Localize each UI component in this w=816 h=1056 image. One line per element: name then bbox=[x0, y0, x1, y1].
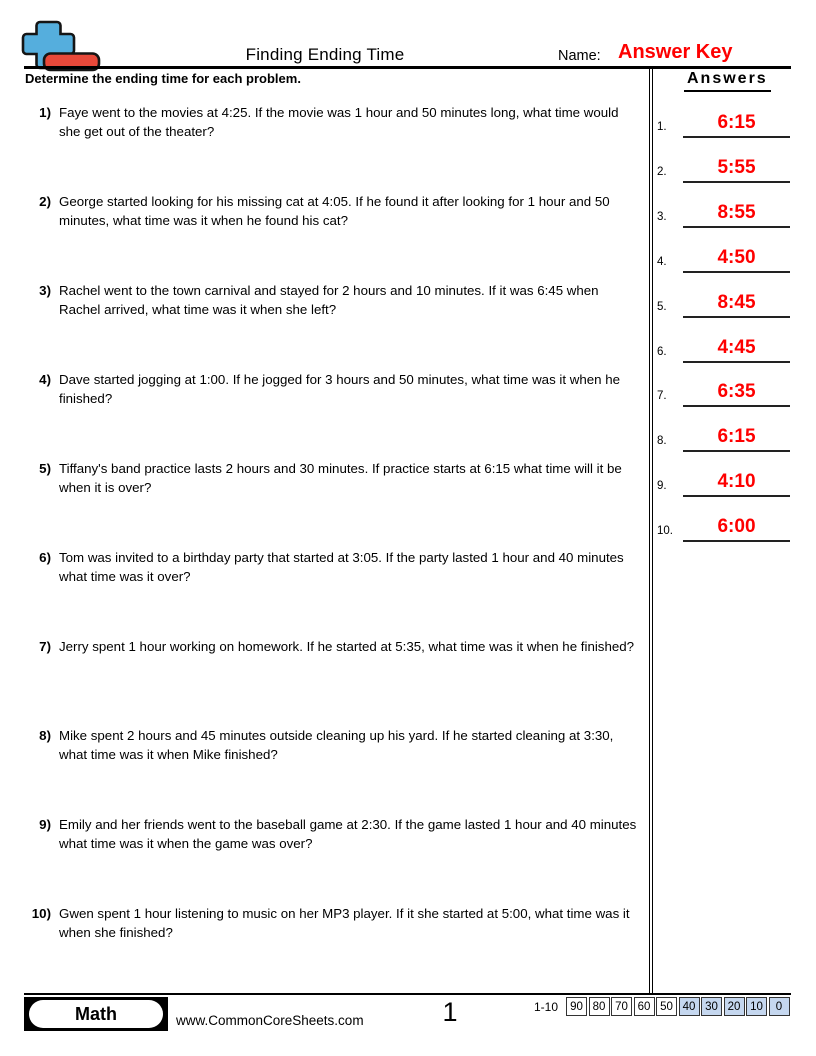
answer-row-6 bbox=[657, 333, 790, 363]
score-cell-90: 90 bbox=[566, 997, 587, 1016]
answer-row-8 bbox=[657, 422, 790, 452]
answer-blank-line bbox=[683, 226, 790, 228]
problem-text: Faye went to the movies at 4:25. If the movie was 1 hour and 50 minutes long, what time would she get out of the theater? bbox=[59, 105, 619, 139]
answer-row-2 bbox=[657, 153, 790, 183]
score-cell-10: 10 bbox=[746, 997, 767, 1016]
problem-text: Mike spent 2 hours and 45 minutes outside cleaning up his yard. If he started cleaning at 3:30, what time was it when Mike finished? bbox=[59, 728, 614, 762]
problem-number: 3) bbox=[39, 283, 51, 298]
answer-row-9 bbox=[657, 467, 790, 497]
answer-blank-line bbox=[683, 316, 790, 318]
name-label: Name: bbox=[558, 48, 601, 64]
problem-number: 2) bbox=[39, 194, 51, 209]
problem-number: 1) bbox=[39, 105, 51, 120]
problem-4 bbox=[24, 370, 640, 408]
answer-value: 4:50 bbox=[717, 247, 756, 268]
answer-row-3 bbox=[657, 198, 790, 228]
problem-text: Dave started jogging at 1:00. If he jogged for 3 hours and 50 minutes, what time was it when he finished? bbox=[59, 372, 621, 406]
website-url: www.CommonCoreSheets.com bbox=[176, 1013, 364, 1028]
problem-text: Jerry spent 1 hour working on homework. If he started at 5:35, what time was it when he finished? bbox=[59, 639, 635, 654]
answer-row-1 bbox=[657, 108, 790, 138]
answers-column-divider bbox=[649, 67, 653, 994]
answer-blank-line bbox=[683, 450, 790, 452]
problem-number: 7) bbox=[39, 639, 51, 654]
problem-text: George started looking for his missing cat at 4:05. If he found it after looking for 1 hour and 50 minutes, what time was it when he found his cat? bbox=[59, 194, 610, 228]
answer-value: 5:55 bbox=[717, 157, 756, 178]
answer-number: 9. bbox=[657, 480, 667, 492]
problem-number: 10) bbox=[31, 906, 51, 921]
answer-row-4 bbox=[657, 243, 790, 273]
problem-3 bbox=[24, 281, 640, 319]
answer-value: 4:45 bbox=[717, 337, 756, 358]
answer-number: 8. bbox=[657, 435, 667, 447]
score-cell-80: 80 bbox=[589, 997, 610, 1016]
worksheet-title: Finding Ending Time bbox=[245, 45, 405, 64]
answer-blank-line bbox=[683, 495, 790, 497]
problem-number: 4) bbox=[39, 372, 51, 387]
problem-text: Tom was invited to a birthday party that started at 3:05. If the party lasted 1 hour and 40 minutes what time was it over? bbox=[59, 550, 624, 584]
answer-row-5 bbox=[657, 288, 790, 318]
problem-text: Rachel went to the town carnival and stayed for 2 hours and 10 minutes. If it was 6:45 when Rachel arrived, what time was it when she left? bbox=[59, 283, 599, 317]
problem-9 bbox=[24, 815, 640, 853]
answer-key-label: Answer Key bbox=[618, 41, 733, 63]
answer-number: 2. bbox=[657, 166, 667, 178]
answer-number: 10. bbox=[657, 525, 673, 537]
answer-row-10 bbox=[657, 512, 790, 542]
header-divider-line bbox=[24, 66, 791, 69]
score-cell-70: 70 bbox=[611, 997, 632, 1016]
instruction-text: Determine the ending time for each problem. bbox=[25, 71, 301, 86]
answer-blank-line bbox=[683, 540, 790, 542]
footer-divider-line bbox=[24, 993, 791, 995]
answer-value: 8:45 bbox=[717, 292, 756, 313]
problem-text: Tiffany's band practice lasts 2 hours and 30 minutes. If practice starts at 6:15 what time will it be when it is over? bbox=[59, 461, 622, 495]
problem-number: 5) bbox=[39, 461, 51, 476]
answer-blank-line bbox=[683, 361, 790, 363]
answer-number: 3. bbox=[657, 211, 667, 223]
score-cell-0: 0 bbox=[769, 997, 790, 1016]
answer-number: 5. bbox=[657, 301, 667, 313]
score-cell-50: 50 bbox=[656, 997, 677, 1016]
problem-text: Emily and her friends went to the baseball game at 2:30. If the game lasted 1 hour and 40 minutes what time was it when the game was over? bbox=[59, 817, 637, 851]
answer-number: 1. bbox=[657, 121, 667, 133]
problem-10 bbox=[24, 904, 640, 942]
problem-6 bbox=[24, 548, 640, 586]
problem-8 bbox=[24, 726, 640, 764]
page-number: 1 bbox=[442, 997, 458, 1027]
answer-value: 6:00 bbox=[717, 516, 756, 537]
problem-number: 9) bbox=[39, 817, 51, 832]
answers-column-header: Answers bbox=[684, 70, 771, 92]
score-strip bbox=[566, 997, 790, 1016]
problem-text: Gwen spent 1 hour listening to music on her MP3 player. If it she started at 5:00, what time was it when she finished? bbox=[59, 906, 630, 940]
score-cell-40: 40 bbox=[679, 997, 700, 1016]
problem-2 bbox=[24, 192, 640, 230]
answer-value: 6:15 bbox=[717, 426, 756, 447]
answer-value: 6:15 bbox=[717, 112, 756, 133]
score-cell-30: 30 bbox=[701, 997, 722, 1016]
answer-blank-line bbox=[683, 136, 790, 138]
answer-row-7 bbox=[657, 377, 790, 407]
answer-value: 4:10 bbox=[717, 471, 756, 492]
answer-value: 6:35 bbox=[717, 381, 756, 402]
problem-7 bbox=[24, 637, 640, 656]
subject-badge bbox=[24, 997, 168, 1031]
answer-number: 4. bbox=[657, 256, 667, 268]
answer-blank-line bbox=[683, 181, 790, 183]
problem-5 bbox=[24, 459, 640, 497]
answer-number: 6. bbox=[657, 346, 667, 358]
problem-number: 8) bbox=[39, 728, 51, 743]
problem-1 bbox=[24, 103, 640, 141]
answer-number: 7. bbox=[657, 390, 667, 402]
answer-blank-line bbox=[683, 271, 790, 273]
answer-value: 8:55 bbox=[717, 202, 756, 223]
score-range-label: 1-10 bbox=[534, 1000, 559, 1014]
subject-label: Math bbox=[29, 1000, 163, 1028]
answer-blank-line bbox=[683, 405, 790, 407]
problem-number: 6) bbox=[39, 550, 51, 565]
score-cell-20: 20 bbox=[724, 997, 745, 1016]
score-cell-60: 60 bbox=[634, 997, 655, 1016]
